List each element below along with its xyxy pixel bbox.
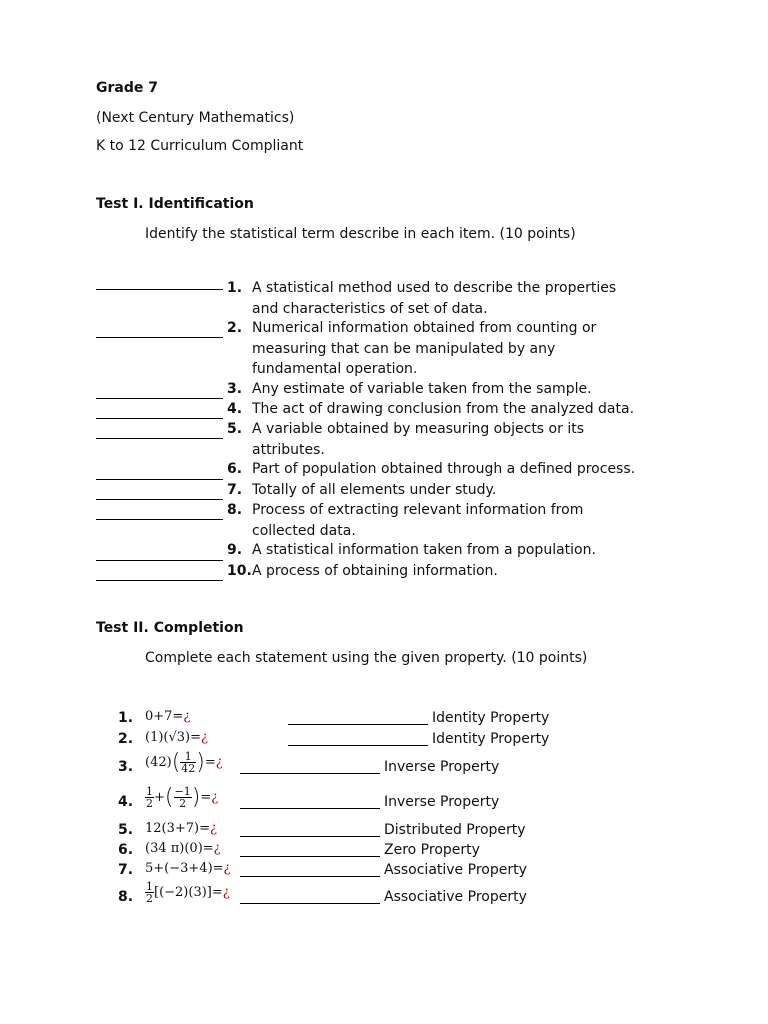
item-number: 5.: [227, 421, 243, 437]
list-item: A statistical information taken from a population.: [252, 542, 596, 558]
answer-blank[interactable]: [240, 808, 380, 809]
property-label: Identity Property: [432, 731, 550, 747]
list-item: A process of obtaining information.: [252, 563, 498, 579]
property-label: Associative Property: [384, 862, 527, 878]
item-number: 3.: [227, 381, 243, 397]
item-number: 1.: [227, 280, 243, 296]
answer-blank[interactable]: [96, 337, 223, 338]
item-number: 10.: [227, 563, 252, 579]
answer-blank[interactable]: [240, 876, 380, 877]
curriculum-note: K to 12 Curriculum Compliant: [96, 138, 304, 154]
answer-blank[interactable]: [96, 398, 223, 399]
math-expression: (42)( $\frac{1}{42}$ )=¿: [145, 750, 223, 775]
item-number: 8.: [227, 502, 243, 518]
answer-blank[interactable]: [240, 836, 380, 837]
answer-blank[interactable]: [96, 580, 223, 581]
item-number: 2.: [118, 731, 134, 747]
answer-blank[interactable]: [240, 903, 380, 904]
item-number: 6.: [227, 461, 243, 477]
list-item: A statistical method used to describe the properties and characteristics of set of data.: [252, 280, 617, 317]
item-number: 5.: [118, 822, 134, 838]
item-number: 7.: [227, 482, 243, 498]
math-expression: $\frac{1}{2}$ +( $\frac{-1}{2}$ )=¿: [146, 785, 219, 810]
list-item: The act of drawing conclusion from the analyzed data.: [252, 401, 635, 417]
property-label: Identity Property: [432, 710, 550, 726]
answer-blank[interactable]: [96, 438, 223, 439]
property-label: Distributed Property: [384, 822, 526, 838]
answer-blank[interactable]: [288, 745, 428, 746]
item-number: 9.: [227, 542, 243, 558]
math-expression: 12(3+7)=¿: [145, 821, 217, 836]
list-item: A variable obtained by measuring objects or its attributes.: [252, 421, 584, 458]
list-item: Process of extracting relevant information from collected data.: [252, 502, 584, 539]
answer-blank[interactable]: [288, 724, 428, 725]
item-number: 4.: [227, 401, 243, 417]
item-number: 3.: [118, 759, 134, 775]
property-label: Associative Property: [384, 889, 527, 905]
test2-title: Test II. Completion: [96, 620, 244, 636]
item-number: 2.: [227, 320, 243, 336]
property-label: Zero Property: [384, 842, 480, 858]
property-label: Inverse Property: [384, 794, 500, 810]
test1-instruction: Identify the statistical term describe in each item. (10 points): [145, 226, 576, 242]
answer-blank[interactable]: [96, 519, 223, 520]
item-number: 7.: [118, 862, 134, 878]
answer-blank[interactable]: [96, 499, 223, 500]
item-number: 4.: [118, 794, 134, 810]
list-item: Totally of all elements under study.: [252, 482, 497, 498]
property-label: Inverse Property: [384, 759, 500, 775]
item-number: 1.: [118, 710, 134, 726]
grade-heading: Grade 7: [96, 80, 158, 96]
series-name: (Next Century Mathematics): [96, 110, 295, 126]
math-expression: 0+7=¿: [145, 709, 191, 724]
answer-blank[interactable]: [96, 560, 223, 561]
item-number: 6.: [118, 842, 134, 858]
answer-blank[interactable]: [96, 289, 223, 290]
list-item: Part of population obtained through a defined process.: [252, 461, 636, 477]
answer-blank[interactable]: [96, 479, 223, 480]
math-expression: 5+(−3+4)=¿: [145, 861, 231, 876]
test1-title: Test I. Identification: [96, 196, 254, 212]
list-item: Any estimate of variable taken from the sample.: [252, 381, 592, 397]
math-expression: (1)(√3)=¿: [145, 730, 208, 745]
answer-blank[interactable]: [96, 418, 223, 419]
answer-blank[interactable]: [240, 856, 380, 857]
math-expression: $\frac{1}{2}$ [(−2)(3)]=¿: [146, 880, 230, 905]
math-expression: (34 π)(0)=¿: [145, 841, 221, 856]
item-number: 8.: [118, 889, 134, 905]
test2-instruction: Complete each statement using the given property. (10 points): [145, 650, 588, 666]
answer-blank[interactable]: [240, 773, 380, 774]
list-item: Numerical information obtained from counting or measuring that can be manipulated by any fundamental operation.: [252, 320, 597, 377]
